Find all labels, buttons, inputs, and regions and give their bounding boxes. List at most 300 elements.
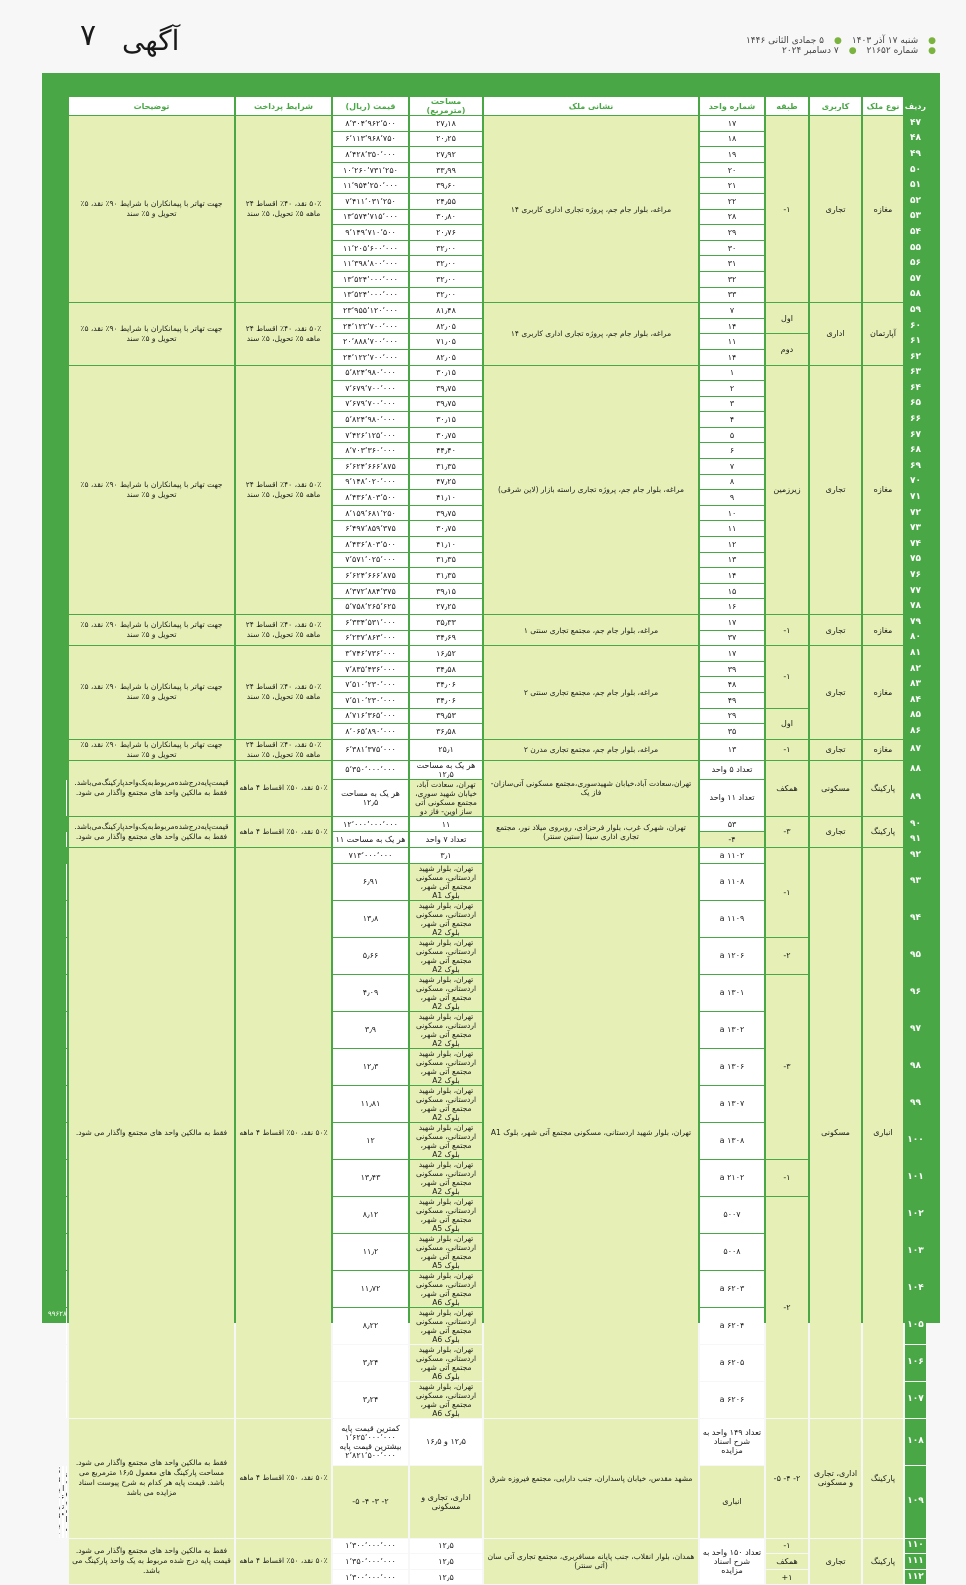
cell-price — [66, 832, 67, 847]
cell-price — [66, 975, 67, 1011]
cell-n: ۹۴ — [905, 901, 926, 937]
cell-unit: ۱۴ — [700, 350, 764, 365]
cell-price: ۸٬۳۰۴٬۹۶۲٬۵۰۰ — [333, 116, 408, 131]
cell-area: ۲۷٫۱۸ — [410, 116, 482, 131]
cell-area: ۳۰٫۱۵ — [410, 412, 482, 427]
cell-area: ۳۹٫۷۵ — [410, 397, 482, 412]
cell-area: ۳۰٫۷۵ — [410, 428, 482, 443]
cell-price: ۶٬۲۳۷٬۸۶۳٬۰۰۰ — [333, 631, 408, 646]
cell-unit: ۳۳ — [700, 288, 764, 303]
cell-price — [66, 1345, 67, 1381]
cell-price: ۵٬۳۵۰٬۰۰۰٬۰۰۰ — [333, 761, 408, 779]
cell-price — [66, 1086, 67, 1122]
cell-area: ۸۱٫۴۸ — [410, 303, 482, 318]
cell-area: ۳۴٫۰۶ — [410, 693, 482, 708]
cell-n: ۵۲ — [905, 194, 926, 209]
cell-n: ۶۷ — [905, 428, 926, 443]
cell-price: کمترین قیمت پایه ۱٬۶۲۵٬۰۰۰٬۰۰۰ بیشترین قیمت پایه ۲٬۸۲۱٬۵۰۰٬۰۰۰ — [333, 1419, 408, 1465]
cell-price: ۸٬۰۶۵٬۸۹۰٬۰۰۰ — [333, 724, 408, 739]
cell-n: ۶۸ — [905, 443, 926, 458]
table-row — [59, 740, 926, 760]
cell-floor: ۲- — [766, 1197, 808, 1418]
cell-n: ۱۱۰ — [905, 1539, 926, 1554]
column-header: نشانی ملک — [484, 97, 698, 115]
cell-area: ۳۴٫۶۹ — [410, 631, 482, 646]
cell-unit: ۱۱ — [700, 521, 764, 536]
cell-unit: ۳۵ — [700, 724, 764, 739]
cell-type: مغازه — [863, 116, 903, 302]
cell-unit: ۲ — [700, 381, 764, 396]
cell-unit: ۵۰۰۸ — [700, 1234, 764, 1270]
cell-floor: ۱- — [766, 615, 808, 645]
cell-use: تجاری — [810, 366, 861, 615]
cell-n: ۹۳ — [905, 864, 926, 900]
cell-price: ۳٬۷۴۶٬۷۳۶٬۰۰۰ — [333, 646, 408, 661]
cell-floor: دوم — [766, 334, 808, 364]
page-number: ۷ — [80, 18, 97, 53]
cell-area: ۳٫۲۴ — [333, 1345, 408, 1381]
cell-area: ۳۹٫۷۵ — [410, 506, 482, 521]
cell-desc: جهت تهاتر با پیمانکاران با شرایط ۹۰٪ نقد، ۵٪ تحویل و ۵٪ سند — [69, 646, 234, 739]
cell-price: ۲۴٬۱۲۲٬۷۰۰٬۰۰۰ — [333, 350, 408, 365]
cell-price: ۶٬۴۹۷٬۸۵۹٬۳۷۵ — [333, 521, 408, 536]
cell-unit: ۱۲ — [700, 537, 764, 552]
cell-addr: تهران، بلوار شهید اردستانی، مسکونی مجتمع آتی شهر، بلوک A2 — [410, 1160, 482, 1196]
cell-area: ۳۲٫۰۰ — [410, 241, 482, 256]
cell-addr: تهران،سعادت آباد،خیابان شهیدسوری،مجتمع مسکونی آتی‌سازان-فاز یک — [484, 761, 698, 816]
cell-floor: ۱- — [766, 1160, 808, 1196]
cell-floor: ۳- — [766, 817, 808, 847]
cell-price: ۷٬۵۷۱٬۰۲۵٬۰۰۰ — [333, 553, 408, 568]
cell-area: ۳٫۹ — [333, 1012, 408, 1048]
cell-area: ۲۰٫۷۶ — [410, 225, 482, 240]
cell-n: ۸۴ — [905, 693, 926, 708]
cell-n: ۴۸ — [905, 132, 926, 147]
cell-area: ۴۷٫۲۵ — [410, 475, 482, 490]
cell-addr: مراغه، بلوار جام جم، پروژه تجاری راسته بازار (لاین شرقی) — [484, 366, 698, 615]
cell-addr: تهران، بلوار شهید اردستانی، مسکونی مجتمع آتی شهر، بلوک A2 — [410, 1049, 482, 1085]
cell-pay: ۵۰٪ نقد، ۴۰٪ اقساط ۲۴ ماهه ۵٪ تحویل، ۵٪ سند — [236, 366, 331, 615]
table-row — [59, 116, 926, 131]
cell-price — [66, 901, 67, 937]
table-row — [59, 761, 926, 779]
cell-price — [66, 780, 67, 816]
cell-n: ۹۵ — [905, 938, 926, 974]
column-header: نوع ملک — [863, 97, 903, 115]
cell-area: ۳۱٫۳۵ — [410, 568, 482, 583]
cell-price: ۱٬۳۰۰٬۰۰۰٬۰۰۰ — [333, 1539, 408, 1554]
cell-type: انباری — [863, 848, 903, 1418]
cell-area: ۳۰٫۷۵ — [410, 521, 482, 536]
cell-unit: a ۶۲۰۴ — [700, 1308, 764, 1344]
cell-price: ۸٬۱۵۹٬۶۸۱٬۲۵۰ — [333, 506, 408, 521]
table-row — [59, 1539, 926, 1554]
cell-unit — [66, 1466, 67, 1538]
cell-n: ۵۸ — [905, 288, 926, 303]
cell-pay: ۵۰٪ نقد، ۴۰٪ اقساط ۲۴ ماهه ۵٪ تحویل، ۵٪ سند — [236, 116, 331, 302]
cell-addr: تهران، سعادت آباد، خیابان شهید سوری، مجتمع مسکونی آتی ساز اوین- فاز دو — [410, 780, 482, 816]
cell-n: ۸۵ — [905, 709, 926, 724]
cell-n: ۶۵ — [905, 397, 926, 412]
cell-price: ۱۰٬۲۶۰٬۷۳۱٬۲۵۰ — [333, 163, 408, 178]
cell-n: ۶۲ — [905, 350, 926, 365]
cell-price: ۱۲٬۰۰۰٬۰۰۰٬۰۰۰ — [333, 817, 408, 832]
cell-n: ۷۶ — [905, 568, 926, 583]
cell-desc: فقط به مالکین واحد های مجتمع واگذار می شود. قیمت پایه درج شده مربوط به یک واحد پارکینگ می باشد. — [69, 1539, 234, 1585]
auction-table — [57, 96, 928, 1585]
cell-unit: a ۱۳۰۸ — [700, 1123, 764, 1159]
cell-addr: مراغه، بلوار جام جم، مجتمع تجاری سنتی ۲ — [484, 646, 698, 739]
column-header: کاربری — [810, 97, 861, 115]
cell-pay: ۵۰٪ نقد، ۴۰٪ اقساط ۲۴ ماهه ۵٪ تحویل، ۵٪ سند — [236, 303, 331, 364]
cell-area: ۲۰٫۲۵ — [410, 132, 482, 147]
cell-type: پارکینگ — [863, 761, 903, 816]
cell-area: هر یک به مساحت ۱۲٫۵ — [333, 780, 408, 816]
cell-n: ۶۳ — [905, 366, 926, 381]
cell-n: ۱۰۲ — [905, 1197, 926, 1233]
cell-addr: تهران، بلوار شهید اردستانی، مسکونی مجتمع آتی شهر، بلوک A5 — [410, 1197, 482, 1233]
cell-n: ۵۹ — [905, 303, 926, 318]
cell-area: ۳۱٫۳۵ — [410, 553, 482, 568]
cell-n: ۸۰ — [905, 631, 926, 646]
cell-area: ۲۷٫۹۲ — [410, 147, 482, 162]
cell-n: ۹۹ — [905, 1086, 926, 1122]
date-gregorian: ۷ دسامبر ۲۰۲۴ — [781, 46, 839, 56]
cell-floor: ۲- ۳- ۴- ۵- — [333, 1466, 408, 1538]
cell-pay: ۵۰٪ نقد، ۴۰٪ اقساط ۲۴ ماهه ۵٪ تحویل، ۵٪ سند — [236, 615, 331, 645]
cell-area: ۳۹٫۵۳ — [410, 709, 482, 724]
table-row — [59, 303, 926, 318]
cell-area: ۳۲٫۰۰ — [410, 256, 482, 271]
cell-n: ۴۹ — [905, 147, 926, 162]
cell-unit: ۲۸ — [700, 210, 764, 225]
cell-addr: تهران، بلوار شهید اردستانی، مسکونی مجتمع آتی شهر، بلوک A6 — [410, 1308, 482, 1344]
cell-desc: فقط به مالکین واحد های مجتمع واگذار می شود. مساحت پارکینگ های معمول ۱۶٫۵ مترمربع می باشد. قیمت پایه هر کدام به شرح پیوست اسناد مزایده می باشد — [69, 1419, 234, 1538]
cell-n: ۵۷ — [905, 272, 926, 287]
cell-price: ۷٬۸۳۵٬۴۳۶٬۰۰۰ — [333, 662, 408, 677]
cell-n: ۵۳ — [905, 210, 926, 225]
cell-unit: ۷ — [700, 303, 764, 318]
table-row — [59, 1419, 926, 1465]
cell-unit: a ۲۱۰۲ — [700, 1160, 764, 1196]
cell-price: ۱۱٬۳۹۸٬۸۰۰٬۰۰۰ — [333, 256, 408, 271]
cell-price: ۶٬۳۸۱٬۳۷۵٬۰۰۰ — [333, 740, 408, 760]
cell-addr: تهران، بلوار شهید اردستانی، مسکونی مجتمع آتی شهر، بلوک A5 — [410, 1234, 482, 1270]
cell-unit: ۱۷ — [700, 615, 764, 630]
cell-type: انباری — [700, 1466, 764, 1538]
cell-unit: ۳۲ — [700, 272, 764, 287]
cell-area: ۱۲٫۳ — [333, 1049, 408, 1085]
cell-unit: ۷ — [700, 459, 764, 474]
cell-addr: تهران، بلوار شهید اردستانی، مسکونی مجتمع آتی شهر، بلوک A2 — [410, 901, 482, 937]
cell-price: ۹٬۱۴۹٬۷۱۰٬۵۰۰ — [333, 225, 408, 240]
cell-n: ۹۱ — [905, 832, 926, 847]
cell-addr: مراغه، بلوار جام جم، مجتمع تجاری سنتی ۱ — [484, 615, 698, 645]
cell-n: ۷۳ — [905, 521, 926, 536]
cell-price: ۸٬۴۳۶٬۸۰۳٬۵۰۰ — [333, 537, 408, 552]
cell-type: پارکینگ — [863, 1419, 903, 1538]
cell-price: ۶٬۶۲۴٬۶۶۶٬۸۷۵ — [333, 568, 408, 583]
cell-type: مغازه — [863, 646, 903, 739]
cell-unit: a ۱۱۰۸ — [700, 864, 764, 900]
cell-n: ۵۵ — [905, 241, 926, 256]
table-header-row — [59, 97, 926, 115]
cell-addr: تهران، بلوار شهید اردستانی، مسکونی مجتمع آتی شهر، بلوک A2 — [410, 1012, 482, 1048]
cell-price: ۲۰٬۸۸۸٬۷۰۰٬۰۰۰ — [333, 334, 408, 349]
cell-addr: تهران، شهرک غرب، بلوار فرحزادی، روبروی میلاد نور، مجتمع تجاری اداری سینا (ستین سنتر) — [484, 817, 698, 847]
issue-info: ●شنبه ۱۷ آذر ۱۴۰۳●۵ جمادی الثانی ۱۴۴۶ ●شماره ۲۱۶۵۲●۷ دسامبر ۲۰۲۴ — [745, 36, 936, 56]
cell-price: ۷٬۵۱۰٬۲۳۰٬۰۰۰ — [333, 693, 408, 708]
cell-area: ۸٫۱۲ — [333, 1197, 408, 1233]
cell-area: ۸٫۲۲ — [333, 1308, 408, 1344]
cell-unit: a ۶۲۰۵ — [700, 1345, 764, 1381]
cell-price: ۸٬۳۷۲٬۸۸۴٬۳۷۵ — [333, 584, 408, 599]
cell-unit: ۵۰۰۷ — [700, 1197, 764, 1233]
cell-use: اداری، تجاری و مسکونی — [810, 1419, 861, 1538]
cell-n: ۷۲ — [905, 506, 926, 521]
cell-price — [66, 1382, 67, 1418]
cell-price: ۱٬۳۵۰٬۰۰۰٬۰۰۰ — [333, 1554, 408, 1569]
cell-n: ۷۰ — [905, 475, 926, 490]
cell-addr: مراغه، بلوار جام جم، مجتمع تجاری مدرن ۲ — [484, 740, 698, 760]
cell-unit: تعداد ۱۱ واحد — [700, 780, 764, 816]
cell-area: هر یک به مساحت ۱۲٫۵ — [410, 761, 482, 779]
cell-n: ۶۶ — [905, 412, 926, 427]
cell-type: مغازه — [863, 366, 903, 615]
cell-use: تجاری — [810, 646, 861, 739]
cell-unit: ۵ — [700, 428, 764, 443]
cell-floor: ۱- — [766, 116, 808, 302]
cell-unit: ۲۱ — [700, 178, 764, 193]
cell-desc: قیمت‌پایه‌درج‌شده‌مربوط‌به‌یک‌واحدپارکینگ‌می‌باشد. فقط به مالکین واحد های مجتمع واگذار می شود. — [69, 817, 234, 847]
cell-addr: مراغه، بلوار جام جم، پروژه تجاری اداری کاربری ۱۴ — [484, 303, 698, 364]
cell-price — [66, 1123, 67, 1159]
cell-n: ۸۳ — [905, 677, 926, 692]
column-header: طبقه — [766, 97, 808, 115]
cell-desc: قیمت‌پایه‌درج‌شده‌مربوط‌به‌یک‌واحدپارکینگ‌می‌باشد. فقط به مالکین واحد های مجتمع واگذار می شود. — [69, 761, 234, 816]
cell-price — [66, 1234, 67, 1270]
cell-area: ۵٫۶۶ — [333, 938, 408, 974]
cell-unit: a ۱۱۰۲ — [700, 848, 764, 863]
cell-area: ۳۰٫۸۰ — [410, 210, 482, 225]
cell-price — [66, 938, 67, 974]
cell-unit: ۱۰ — [700, 506, 764, 521]
cell-area: ۴۱٫۱۰ — [410, 490, 482, 505]
cell-use: مسکونی — [810, 848, 861, 1418]
cell-unit: تعداد ۱۵۰ واحد به شرح اسناد مزایده — [700, 1539, 764, 1585]
cell-floor: ۱+ — [766, 1570, 808, 1585]
cell-unit: ۳۱ — [700, 256, 764, 271]
cell-area: ۱۲٫۵ و ۱۶٫۵ — [410, 1419, 482, 1465]
cell-n: ۱۰۰ — [905, 1123, 926, 1159]
cell-unit: a ۶۲۰۶ — [700, 1382, 764, 1418]
cell-price: ۷٬۴۲۶٬۱۲۵٬۰۰۰ — [333, 428, 408, 443]
cell-unit: تعداد ۱۴۹ واحد به شرح اسناد مزایده — [700, 1419, 764, 1465]
cell-use: اداری، تجاری و مسکونی — [410, 1466, 482, 1538]
cell-use: تجاری — [810, 1539, 861, 1585]
cell-n: ۹۲ — [905, 848, 926, 863]
cell-area: ۳٫۲۴ — [333, 1382, 408, 1418]
cell-area: ۱۲٫۵ — [410, 1570, 482, 1585]
cell-area: ۲۷٫۲۵ — [410, 599, 482, 614]
cell-price: ۶٬۳۳۴٬۵۳۱٬۰۰۰ — [333, 615, 408, 630]
column-header: توضیحات — [69, 97, 234, 115]
cell-n: ۶۱ — [905, 334, 926, 349]
cell-area: ۳٫۱ — [410, 848, 482, 863]
table-row — [59, 817, 926, 832]
cell-price: ۷٬۵۱۰٬۲۳۰٬۰۰۰ — [333, 677, 408, 692]
cell-n: ۹۷ — [905, 1012, 926, 1048]
cell-floor: ۱- — [766, 848, 808, 937]
cell-pay: ۵۰٪ نقد، ۵۰٪ اقساط ۴ ماهه — [236, 761, 331, 816]
cell-type: مغازه — [863, 740, 903, 760]
cell-area: ۳۰٫۱۵ — [410, 366, 482, 381]
cell-floor: اول — [766, 709, 808, 739]
cell-addr: تهران، بلوار شهید اردستانی، مسکونی مجتمع آتی شهر، بلوک A6 — [410, 1382, 482, 1418]
cell-unit: تعداد ۵ واحد — [700, 761, 764, 779]
cell-price: ۷٬۶۷۹٬۷۰۰٬۰۰۰ — [333, 381, 408, 396]
cell-area: ۳۵٫۳۳ — [410, 615, 482, 630]
table-row — [59, 615, 926, 630]
cell-area: ۱۲٫۵ — [410, 1554, 482, 1569]
cell-area: ۳۲٫۰۰ — [410, 272, 482, 287]
cell-n: ۹۸ — [905, 1049, 926, 1085]
cell-addr: همدان، بلوار انقلاب، جنب پایانه مسافربری، مجتمع تجاری آتی سان (آتی سنتر) — [484, 1539, 698, 1585]
cell-desc: جهت تهاتر با پیمانکاران با شرایط ۹۰٪ نقد، ۵٪ تحویل و ۵٪ سند — [69, 740, 234, 760]
cell-floor: ۲- ۴- ۵- — [766, 1419, 808, 1538]
cell-area: ۸۲٫۰۵ — [410, 350, 482, 365]
cell-use: اداری — [810, 303, 861, 364]
cell-addr: تهران، بلوار شهید اردستانی، مسکونی مجتمع آتی شهر، بلوک A1 — [484, 848, 698, 1418]
cell-area: هر یک به مساحت ۱۱ — [333, 832, 408, 847]
cell-unit: ۳۰ — [700, 241, 764, 256]
cell-area: ۱۱٫۸۱ — [333, 1086, 408, 1122]
cell-unit: ۳۷ — [700, 631, 764, 646]
cell-n: ۱۰۴ — [905, 1271, 926, 1307]
table-row — [59, 646, 926, 661]
cell-unit: ۱۵ — [700, 584, 764, 599]
cell-pay: ۵۰٪ نقد، ۵۰٪ اقساط ۴ ماهه — [236, 1539, 331, 1585]
cell-desc: فقط به مالکین واحد های مجتمع واگذار می شود. — [69, 848, 234, 1418]
cell-unit: ۱۹ — [700, 147, 764, 162]
cell-area: ۷۱٫۰۵ — [410, 334, 482, 349]
cell-price: ۲۴٬۱۲۲٬۷۰۰٬۰۰۰ — [333, 319, 408, 334]
cell-desc: جهت تهاتر با پیمانکاران با شرایط ۹۰٪ نقد، ۵٪ تحویل و ۵٪ سند — [69, 366, 234, 615]
cell-unit: ۱۷ — [700, 116, 764, 131]
cell-addr: مشهد مقدس، خیابان پاسداران، جنب دارایی، مجتمع فیروزه شرق — [484, 1419, 698, 1538]
cell-type: پارکینگ — [863, 817, 903, 847]
cell-type: آپارتمان — [863, 303, 903, 364]
cell-area: ۳۱٫۳۵ — [410, 459, 482, 474]
cell-floor: ۲- — [766, 938, 808, 974]
cell-price: ۵٬۸۲۴٬۹۸۰٬۰۰۰ — [333, 366, 408, 381]
cell-area: ۴۱٫۱۰ — [410, 537, 482, 552]
cell-unit: ۴ — [700, 412, 764, 427]
cell-use: تجاری — [810, 740, 861, 760]
cell-unit: a ۱۳۰۱ — [700, 975, 764, 1011]
cell-price — [66, 1271, 67, 1307]
cell-unit: ۱۷ — [700, 646, 764, 661]
cell-unit: ۲۹ — [700, 709, 764, 724]
date-hijri: ۵ جمادی الثانی ۱۴۴۶ — [745, 36, 825, 46]
cell-area: ۱۳٫۴۳ — [333, 1160, 408, 1196]
cell-area: ۶٫۹۱ — [333, 864, 408, 900]
cell-n: ۸۷ — [905, 740, 926, 760]
cell-unit: ۳۹ — [700, 662, 764, 677]
cell-unit: ۴۸ — [700, 677, 764, 692]
cell-type: مغازه — [863, 615, 903, 645]
cell-unit: ۵۳ — [700, 817, 764, 832]
cell-area: ۱۳٫۸ — [333, 901, 408, 937]
cell-price: ۷٬۴۱۱٬۰۳۱٬۲۵۰ — [333, 194, 408, 209]
cell-unit: ۲۰ — [700, 163, 764, 178]
cell-n: ۱۰۳ — [905, 1234, 926, 1270]
issue-number: شماره ۲۱۶۵۲ — [866, 46, 919, 56]
cell-unit: a ۱۳۰۷ — [700, 1086, 764, 1122]
cell-unit: تعداد ۷ واحد — [410, 832, 482, 847]
cell-price — [66, 1197, 67, 1233]
cell-n: ۴۷ — [905, 116, 926, 131]
cell-price: ۸٬۷۰۳٬۳۶۰٬۰۰۰ — [333, 443, 408, 458]
cell-floor: ۳- — [766, 975, 808, 1159]
cell-n: ۱۰۸ — [905, 1419, 926, 1465]
column-header: شماره واحد — [700, 97, 764, 115]
cell-n: ۸۶ — [905, 724, 926, 739]
cell-pay: ۵۰٪ نقد، ۵۰٪ اقساط ۴ ماهه — [236, 817, 331, 847]
cell-n: ۵۴ — [905, 225, 926, 240]
cell-unit: ۱۴ — [700, 568, 764, 583]
cell-area: ۱۱٫۷۲ — [333, 1271, 408, 1307]
cell-unit: ۳ — [700, 397, 764, 412]
cell-n: ۱۰۶ — [905, 1345, 926, 1381]
cell-unit: ۱۴ — [700, 319, 764, 334]
cell-addr: تهران، بلوار شهید اردستانی، مسکونی مجتمع آتی شهر، بلوک A6 — [410, 1271, 482, 1307]
cell-desc: جهت تهاتر با پیمانکاران با شرایط ۹۰٪ نقد، ۵٪ تحویل و ۵٪ سند — [69, 615, 234, 645]
cell-area: ۱۶٫۵۲ — [410, 646, 482, 661]
cell-use: تجاری — [810, 817, 861, 847]
cell-pay: ۵۰٪ نقد، ۴۰٪ اقساط ۲۴ ماهه ۵٪ تحویل، ۵٪ سند — [236, 740, 331, 760]
cell-unit: a ۱۲۰۶ — [700, 938, 764, 974]
cell-area: ۳۹٫۷۵ — [410, 381, 482, 396]
cell-price — [59, 1466, 60, 1538]
cell-price: ۵٬۸۲۴٬۹۸۰٬۰۰۰ — [333, 412, 408, 427]
column-header: شرایط پرداخت — [236, 97, 331, 115]
cell-area: ۳۳٫۹۹ — [410, 163, 482, 178]
cell-floor: اول — [766, 303, 808, 333]
cell-unit: a ۱۱۰۹ — [700, 901, 764, 937]
cell-area: ۱۲٫۵ — [410, 1539, 482, 1554]
cell-n: ۱۱۲ — [905, 1570, 926, 1585]
cell-area — [62, 1466, 63, 1538]
cell-pay: ۵۰٪ نقد، ۵۰٪ اقساط ۴ ماهه — [236, 1419, 331, 1538]
cell-unit: ۱۳ — [700, 553, 764, 568]
cell-type: پارکینگ — [863, 1539, 903, 1585]
cell-unit: a ۱۳۰۶ — [700, 1049, 764, 1085]
cell-n: ۸۹ — [905, 780, 926, 816]
page-header — [0, 0, 966, 72]
cell-area: ۱۲ — [333, 1123, 408, 1159]
cell-price: ۸٬۴۲۸٬۳۵۰٬۰۰۰ — [333, 147, 408, 162]
cell-use: مسکونی — [810, 761, 861, 816]
cell-area: ۳۲٫۰۰ — [410, 288, 482, 303]
cell-n: ۷۸ — [905, 599, 926, 614]
cell-unit: ۲۹ — [700, 225, 764, 240]
cell-price — [66, 1160, 67, 1196]
cell-n: ۱۱۱ — [905, 1554, 926, 1569]
table-row — [59, 848, 926, 863]
cell-price: ۸٬۷۱۶٬۳۶۵٬۰۰۰ — [333, 709, 408, 724]
cell-n: ۷۵ — [905, 553, 926, 568]
